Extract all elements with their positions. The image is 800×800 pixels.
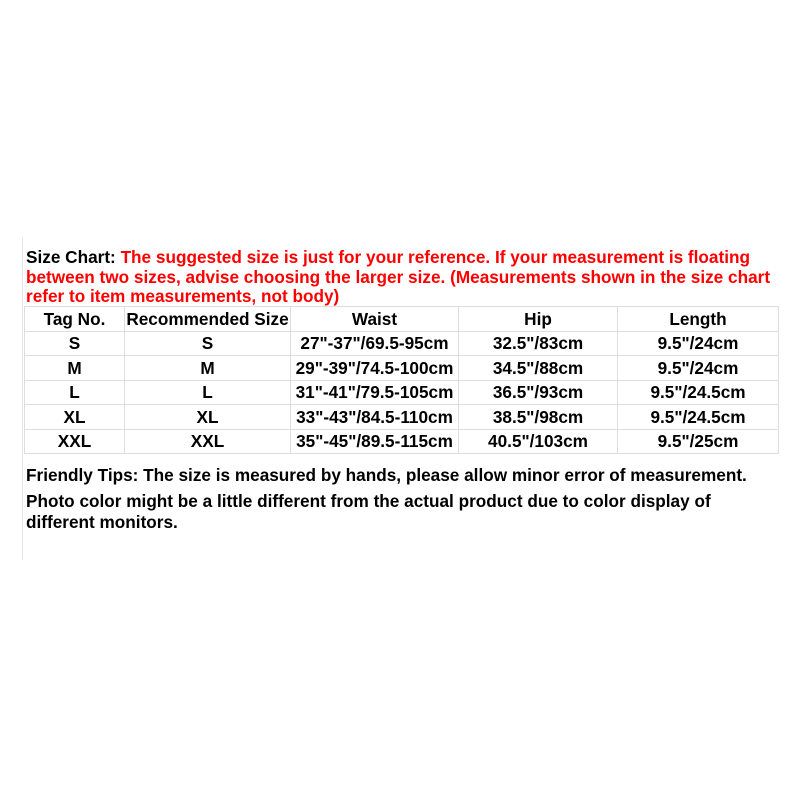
cell-hip: 38.5"/98cm [459, 405, 618, 430]
table-header-row [25, 307, 779, 332]
left-border-line [22, 238, 23, 560]
column-header-recommended-size: Recommended Size [125, 307, 291, 332]
size-chart-label: Size Chart: [26, 247, 116, 267]
cell-length: 9.5"/24cm [618, 331, 779, 356]
table-row [25, 405, 779, 430]
cell-waist: 35"-45"/89.5-115cm [291, 429, 459, 454]
cell-waist: 27"-37"/69.5-95cm [291, 331, 459, 356]
cell-waist: 33"-43"/84.5-110cm [291, 405, 459, 430]
table-row [25, 331, 779, 356]
size-table [24, 306, 779, 454]
column-header-hip: Hip [459, 307, 618, 332]
cell-tag-no: L [25, 380, 125, 405]
cell-length: 9.5"/24.5cm [618, 405, 779, 430]
cell-hip: 36.5"/93cm [459, 380, 618, 405]
photo-color-note: Photo color might be a little different from the actual product due to color display of different monitors. [26, 491, 711, 532]
cell-waist: 31"-41"/79.5-105cm [291, 380, 459, 405]
cell-tag-no: XXL [25, 429, 125, 454]
size-chart-intro [26, 248, 778, 307]
column-header-waist: Waist [291, 307, 459, 332]
cell-length: 9.5"/25cm [618, 429, 779, 454]
cell-recommended-size: L [125, 380, 291, 405]
friendly-tips: Friendly Tips: The size is measured by hands, please allow minor error of measurement. [26, 465, 747, 485]
cell-recommended-size: M [125, 356, 291, 381]
cell-length: 9.5"/24cm [618, 356, 779, 381]
cell-tag-no: XL [25, 405, 125, 430]
cell-recommended-size: S [125, 331, 291, 356]
cell-tag-no: S [25, 331, 125, 356]
size-chart-note: The suggested size is just for your reference. If your measurement is floating between two sizes, advise choosing the larger size. (Measurements shown in the size chart refer to item measurements, not body) [26, 247, 771, 306]
cell-recommended-size: XXL [125, 429, 291, 454]
table-row [25, 380, 779, 405]
cell-tag-no: M [25, 356, 125, 381]
cell-recommended-size: XL [125, 405, 291, 430]
cell-hip: 40.5"/103cm [459, 429, 618, 454]
column-header-tag-no: Tag No. [25, 307, 125, 332]
table-row [25, 356, 779, 381]
cell-hip: 32.5"/83cm [459, 331, 618, 356]
cell-length: 9.5"/24.5cm [618, 380, 779, 405]
column-header-length: Length [618, 307, 779, 332]
cell-hip: 34.5"/88cm [459, 356, 618, 381]
table-row [25, 429, 779, 454]
cell-waist: 29"-39"/74.5-100cm [291, 356, 459, 381]
